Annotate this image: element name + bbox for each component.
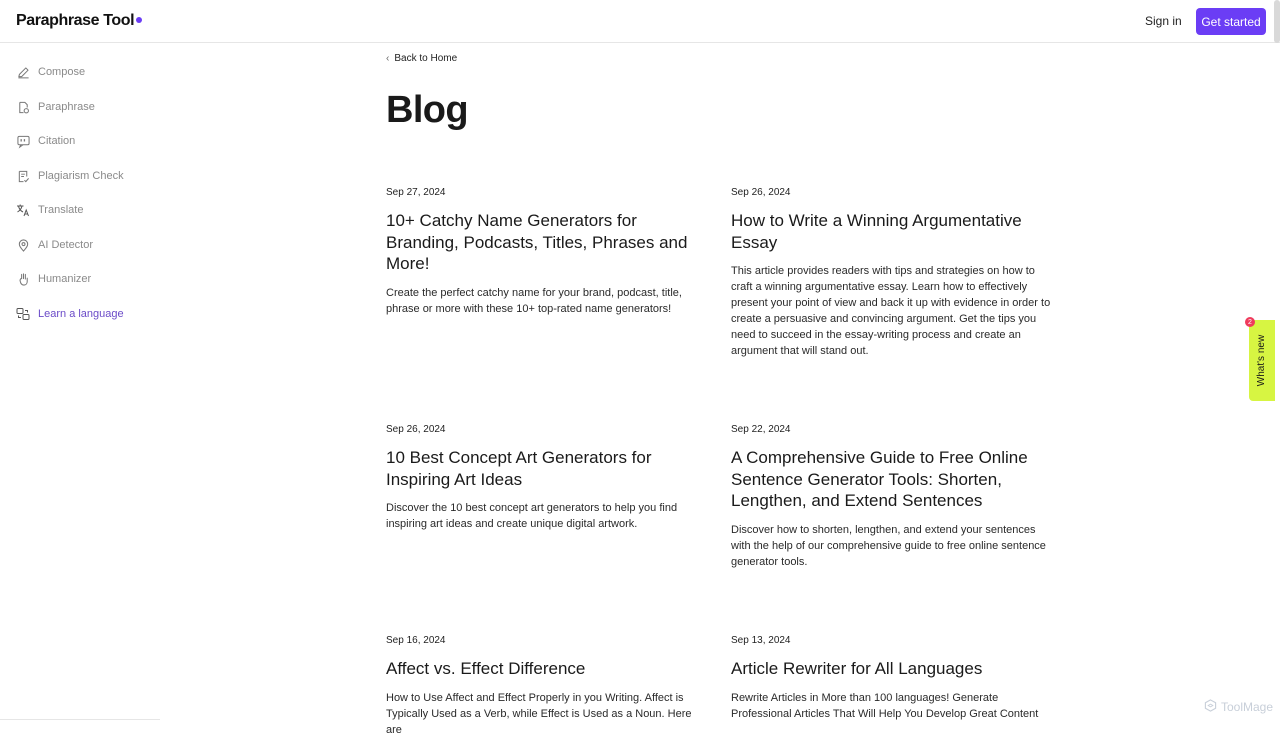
sidebar-item-label: AI Detector xyxy=(38,239,94,251)
sidebar-item-citation[interactable] xyxy=(16,131,75,151)
blog-post-card xyxy=(731,424,1051,570)
document-refresh-icon xyxy=(16,100,30,114)
humanizer-icon xyxy=(16,272,30,286)
back-label: Back to Home xyxy=(394,53,458,64)
sidebar-item-label: Plagiarism Check xyxy=(38,170,124,182)
page-title: Blog xyxy=(386,89,469,131)
sidebar xyxy=(0,44,160,720)
post-title-link[interactable]: Article Rewriter for All Languages xyxy=(731,659,983,678)
sidebar-item-label: Citation xyxy=(38,135,76,147)
sidebar-item-label: Learn a language xyxy=(38,308,124,320)
toolmage-logo-icon xyxy=(1204,699,1217,715)
blog-post-card xyxy=(386,187,706,317)
detector-icon xyxy=(16,238,30,252)
post-description: Discover how to shorten, lengthen, and extend your sentences with the help of our comprehensive guide to free online sentence generator tools. xyxy=(731,523,1046,568)
get-started-button[interactable]: Get started xyxy=(1196,8,1266,35)
post-date: Sep 26, 2024 xyxy=(386,424,446,435)
sign-in-link[interactable]: Sign in xyxy=(1145,14,1182,28)
sidebar-item-label: Translate xyxy=(38,204,84,216)
sidebar-item-paraphrase[interactable] xyxy=(16,97,95,117)
post-date: Sep 26, 2024 xyxy=(731,187,791,198)
watermark-text: ToolMage xyxy=(1221,700,1274,714)
watermark xyxy=(1204,699,1273,715)
sidebar-divider xyxy=(0,719,160,720)
logo[interactable] xyxy=(16,12,142,30)
chevron-left-icon: ‹ xyxy=(386,53,390,64)
top-bar xyxy=(0,0,1280,43)
sidebar-item-translate[interactable] xyxy=(16,200,83,220)
sidebar-item-label: Compose xyxy=(38,66,86,78)
logo-dot-icon xyxy=(136,17,142,23)
language-icon xyxy=(16,307,30,321)
post-date: Sep 16, 2024 xyxy=(386,635,446,646)
sidebar-item-humanizer[interactable] xyxy=(16,269,91,289)
sidebar-item-label: Paraphrase xyxy=(38,101,95,113)
post-title-link[interactable]: 10+ Catchy Name Generators for Branding, Podcasts, Titles, Phrases and More! xyxy=(386,211,688,273)
whats-new-tab[interactable] xyxy=(1249,320,1275,401)
sidebar-item-learn-a-language[interactable] xyxy=(16,304,124,324)
logo-text: Paraphrase Tool xyxy=(16,12,135,29)
pencil-icon xyxy=(16,65,30,79)
sidebar-item-label: Humanizer xyxy=(38,273,92,285)
whats-new-label: What's new xyxy=(1256,334,1268,387)
post-title-link[interactable]: A Comprehensive Guide to Free Online Sentence Generator Tools: Shorten, Lengthen, and Extend Sentences xyxy=(731,448,1028,510)
back-to-home-link[interactable] xyxy=(386,53,457,64)
post-date: Sep 22, 2024 xyxy=(731,424,791,435)
blog-post-card xyxy=(386,635,706,738)
post-date: Sep 13, 2024 xyxy=(731,635,791,646)
post-title-link[interactable]: Affect vs. Effect Difference xyxy=(386,659,586,678)
translate-icon xyxy=(16,203,30,217)
blog-post-card xyxy=(386,424,706,532)
post-description: Discover the 10 best concept art generators to help you find inspiring art ideas and create unique digital artwork. xyxy=(386,502,678,530)
post-description: This article provides readers with tips and strategies on how to craft a winning argumentative essay. Learn how to effectively present your point of view and back it up with evidence in order to create a persuasive and convincing argument. Get the tips you need to succeed in the essay-writing process and create an argument that will stand out. xyxy=(731,265,1051,357)
post-title-link[interactable]: How to Write a Winning Argumentative Essay xyxy=(731,211,1022,252)
scrollbar[interactable] xyxy=(1274,0,1280,43)
post-description: Rewrite Articles in More than 100 languages! Generate Professional Articles That Will Help You Develop Great Content xyxy=(731,691,1039,720)
blog-post-card xyxy=(731,187,1051,359)
document-check-icon xyxy=(16,169,30,183)
sidebar-item-compose[interactable] xyxy=(16,62,85,82)
sidebar-item-plagiarism-check[interactable] xyxy=(16,166,124,186)
sidebar-item-ai-detector[interactable] xyxy=(16,235,93,255)
post-description: How to Use Affect and Effect Properly in you Writing. Affect is Typically Used as a Verb, while Effect is Used as a Noun. Here are xyxy=(386,691,692,736)
post-title-link[interactable]: 10 Best Concept Art Generators for Inspiring Art Ideas xyxy=(386,448,652,489)
notification-badge: 2 xyxy=(1245,317,1255,327)
quote-icon xyxy=(16,134,30,148)
post-date: Sep 27, 2024 xyxy=(386,187,446,198)
blog-post-card xyxy=(731,635,1051,722)
post-description: Create the perfect catchy name for your brand, podcast, title, phrase or more with these 10+ top-rated name generators! xyxy=(386,286,682,315)
